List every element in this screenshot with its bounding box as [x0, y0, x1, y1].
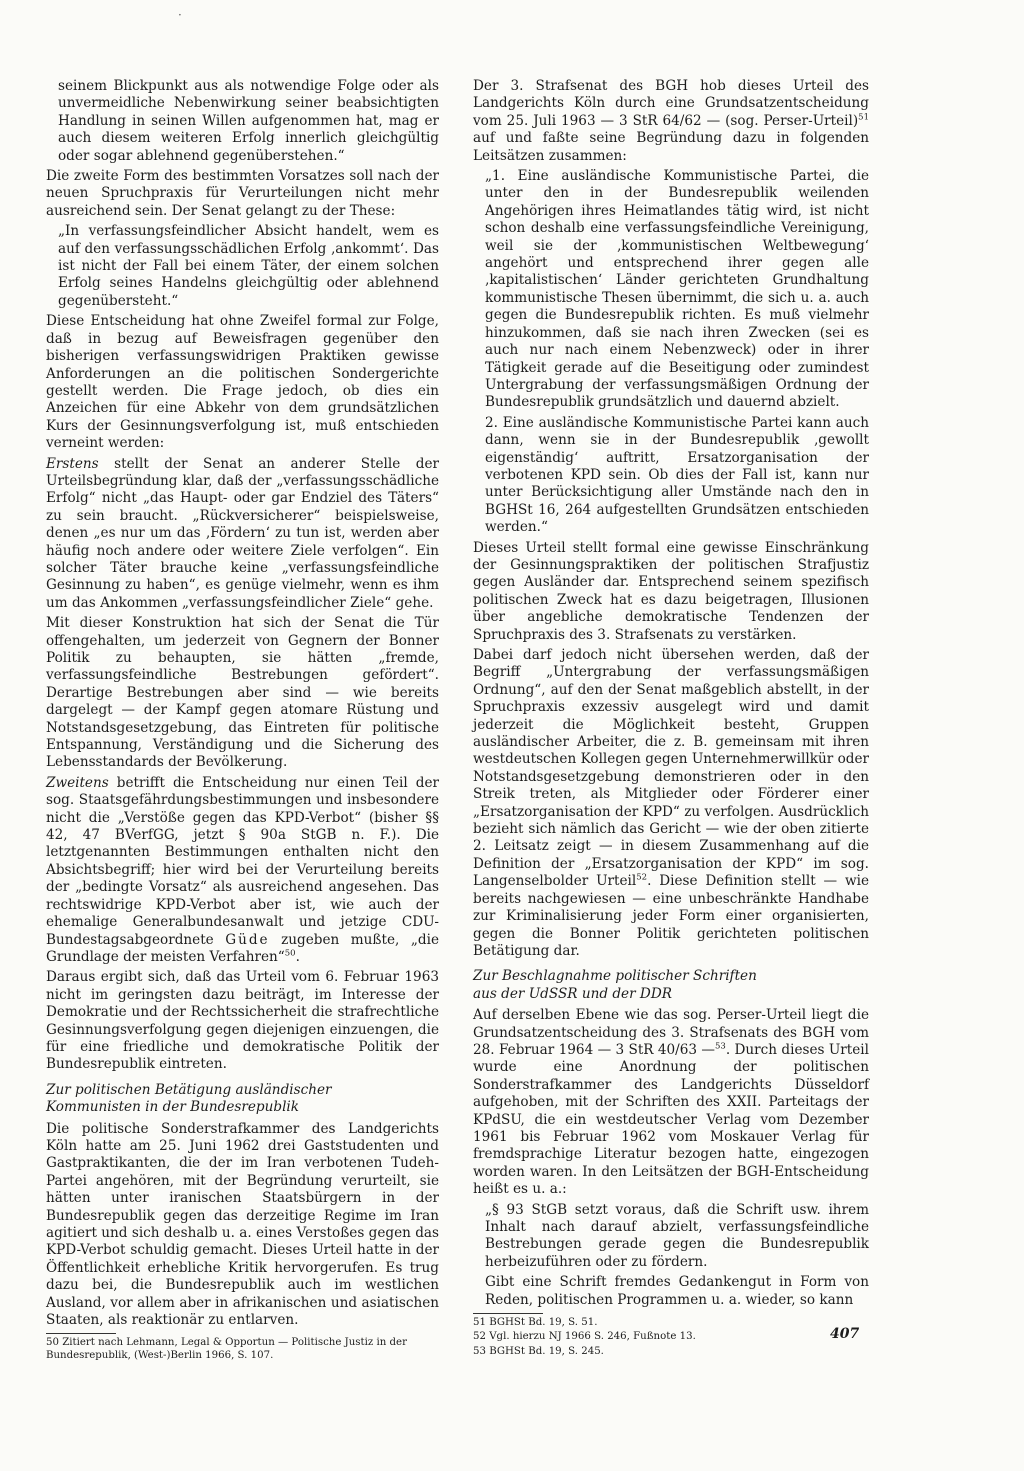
footnote-ref: 52 [636, 872, 648, 883]
paragraph: Die politische Sonderstrafkammer des Landgerichts Köln hatte am 25. Juni 1962 drei Gaststudenten und Gastpraktikanten, die der im Iran verbotenen Tudeh-Partei angehören, mit der Begründung verurteilt, sie hätten unter iranischen Staatsbürgern in der Bundesrepublik gegen das derzeitige Regime im Iran agitiert und sich deshalb u. a. eines Verstoßes gegen das KPD-Verbot schuldig gemacht. Dieses Urteil hatte in der Öffentlichkeit erhebliche Kritik hervorgerufen. Es trug dazu bei, die Bundesrepublik auch im westlichen Ausland, vor allem aber in afrikanischen und asiatischen Staaten, als reaktionär zu entlarven. [46, 1120, 439, 1329]
footnote-ref: 51 [858, 112, 869, 123]
footnote: 52 Vgl. hierzu NJ 1966 S. 246, Fußnote 13. [473, 1331, 696, 1343]
paragraph: Auf derselben Ebene wie das sog. Perser-Urteil liegt die Grundsatzentscheidung des 3. Strafsenats des BGH vom 28. Februar 1964 — 3 StR 40/63 —$^{53}$. Durch dieses Urteil wurde eine Anordnung der politischen Sonderstrafkammer des Landgerichts Düsseldorf aufgehoben, mit der Schriften des XXII. Parteitags der KPdSU, die ein westdeutscher Verlag vom Dezember 1961 bis Februar 1962 vom Moskauer Verlag für fremdsprachige Literatur bezogen hatte, eingezogen worden waren. In den Leitsätzen der BGH-Entscheidung heißt es u. a.: [473, 1007, 869, 1198]
quote-continuation: seinem Blickpunkt aus als notwendige Folge oder als unvermeidliche Nebenwirkung seiner beabsichtigten Handlung in seinen Willen aufgenommen hat, mag er auch diesem weiteren Erfolg innerlich gleichgültig oder sogar ablehnend gegenüberstehen.“ [58, 78, 439, 164]
paragraph: Der 3. Strafsenat des BGH hob dieses Urteil des Landgerichts Köln durch eine Grundsatzentscheidung vom 25. Juli 1963 — 3 StR 64/62 — (sog. Perser-Urteil)$^{51}$ auf und faßte seine Begründung dazu in folgenden Leitsätzen zusammen: [473, 78, 869, 164]
paragraph: Erstens stellt der Senat an anderer Stelle der Urteilsbegründung klar, daß der „verfassungsschädliche Erfolg“ nicht „das Haupt- oder gar Endziel des Täters“ zu sein braucht. „Rückversicherer“ beispielsweise, denen „es nur um das ‚Fördern‘ zu tun ist, werden aber häufig noch andere oder weitere Ziele verfolgen“. Ein solcher Täter brauche keine „verfassungsfeindliche Gesinnung zu haben“, es genüge vielmehr, wenn es ihm um das Ankommen „verfassungsfeindlicher Ziele“ gehe. [46, 455, 439, 611]
footnote-ref: 50 [284, 948, 296, 959]
paragraph: Diese Entscheidung hat ohne Zweifel formal zur Folge, daß in bezug auf Beweisfragen gegenüber den bisherigen verfassungswidrigen Praktiken gewisse Anforderungen an die politischen Sondergerichte gestellt werden. Die Frage jedoch, ob dies ein Anzeichen für eine Abkehr von dem grundsätzlichen Kurs der Gesinnungsverfolgung ist, muß entschieden verneint werden: [46, 313, 439, 452]
left-column [46, 78, 439, 1364]
footnote: 51 BGHSt Bd. 19, S. 51. [473, 1317, 598, 1329]
paragraph: Zweitens betrifft die Entscheidung nur einen Teil der sog. Staatsgefährdungsbestimmungen und insbesondere nicht die „Verstöße gegen das KPD-Verbot“ (bisher §§ 42, 47 BVerfGG, jetzt § 90a StGB n. F.). Die letztgenannten Bestimmungen enthalten nicht den Absichtsbegriff; hier wird bei der Verurteilung bereits der „bedingte Vorsatz“ als ausreichend angesehen. Das rechtswidrige KPD-Verbot aber ist, wie auch der ehemalige Generalbundesanwalt und jetzige CDU-Bundestagsabgeordnete Güde zugeben mußte, „die Grundlage der meisten Verfahren“$^{50}$. [46, 774, 439, 965]
section-heading: Zur Beschlagnahme politischer Schriften aus der UdSSR und der DDR [473, 968, 757, 1002]
quote-block: Gibt eine Schrift fremdes Gedankengut in Form von Reden, politischen Programmen u. a. wieder, so kann [485, 1274, 869, 1308]
section-heading: Zur politischen Betätigung ausländischer Kommunisten in der Bundesrepublik [46, 1081, 332, 1116]
right-column [473, 78, 869, 1360]
paragraph: Die zweite Form des bestimmten Vorsatzes soll nach der neuen Spruchpraxis für Verurteilungen nicht mehr ausreichend sein. Der Senat gelangt zu der These: [46, 168, 439, 219]
quote-block: „In verfassungsfeindlicher Absicht handelt, wem es auf den verfassungsschädlichen Erfolg ‚ankommt‘. Das ist nicht der Fall bei einem Täter, der einem solchen Erfolg seines Handelns gleichgültig oder ablehnend gegenübersteht.“ [58, 223, 439, 309]
emphasis: Erstens [46, 455, 99, 472]
paragraph: Dieses Urteil stellt formal eine gewisse Einschränkung der Gesinnungspraktiken der politischen Strafjustiz gegen Ausländer dar. Entsprechend seinem spezifisch politischen Zweck hat es dazu beigetragen, Illusionen über angebliche demokratische Tendenzen der Spruchpraxis des 3. Strafsenats zu verstärken. [473, 539, 869, 643]
scan-mark: · [178, 8, 182, 22]
page-number: 407 [830, 1326, 860, 1342]
emphasis: Zweitens [46, 774, 109, 791]
spaced-name: Güde [225, 931, 270, 948]
quote-block: „1. Eine ausländische Kommunistische Partei, die unter den in der Bundesrepublik weilenden Angehörigen ihres Heimatlandes tätig wird, ist nicht schon deshalb eine verfassungsfeindliche Vereinigung, weil sie der ‚kommunistischen Weltbewegung‘ angehört und entsprechend ihrer gegen alle ‚kapitalistischen‘ Länder gerichteten Grundhaltung kommunistische Thesen übernimmt, die sich u. a. auch gegen die Bundesrepublik richten. Es muß vielmehr hinzukommen, daß sie nach ihren Zwecken (sei es auch nur nach einem Nebenzweck) oder in ihrer Tätigkeit gerade auf die Beseitigung oder zumindest Untergrabung der verfassungsmäßigen Ordnung der Bundesrepublik grundsätzlich und dauernd abzielt. [485, 168, 869, 411]
footnote-rule [473, 1313, 543, 1314]
footnote: 50 Zitiert nach Lehmann, Legal & Opportun — Politische Justiz in der Bundesrepublik, (West-)Berlin 1966, S. 107. [46, 1337, 407, 1361]
footnote-ref: 53 [715, 1041, 726, 1052]
footnote-rule [46, 1333, 116, 1334]
paragraph: Mit dieser Konstruktion hat sich der Senat die Tür offengehalten, um jederzeit von Gegnern der Bonner Politik zu behaupten, sie hätten „fremde, verfassungsfeindliche Bestrebungen gefördert“. Derartige Bestrebungen aber sind — wie bereits dargelegt — der Kampf gegen atomare Rüstung und Notstandsgesetzgebung, das Eintreten für politische Entspannung, Verständigung und die Sicherung des Lebensstandards der Bevölkerung. [46, 615, 439, 771]
footnote: 53 BGHSt Bd. 19, S. 245. [473, 1345, 604, 1357]
quote-block: 2. Eine ausländische Kommunistische Partei kann auch dann, wenn sie in der Bundesrepublik ‚gewollt eigenständig‘ auftritt, Ersatzorganisation der verbotenen KPD sein. Ob dies der Fall ist, kann nur unter Berücksichtigung aller Umstände nach den in BGHSt 16, 264 aufgestellten Grundsätzen entschieden werden.“ [485, 414, 869, 536]
quote-block: „§ 93 StGB setzt voraus, daß die Schrift usw. ihrem Inhalt nach darauf abzielt, verfassungsfeindliche Bestrebungen gerade gegen die Bundesrepublik herbeizuführen oder zu fördern. [485, 1201, 869, 1270]
paragraph: Dabei darf jedoch nicht übersehen werden, daß der Begriff „Untergrabung der verfassungsmäßigen Ordnung“, auf den der Senat maßgeblich abstellt, in der Spruchpraxis exzessiv ausgelegt wird und damit jederzeit die Möglichkeit besteht, Gruppen ausländischer Arbeiter, die z. B. gemeinsam mit ihren westdeutschen Kollegen gegen Unternehmerwillkür oder Notstandsgesetzgebung demonstrieren oder in den Streik treten, als Mitglieder oder Förderer einer „Ersatzorganisation der KPD“ zu verfolgen. Ausdrücklich bezieht sich nämlich das Gericht — wie der oben zitierte 2. Leitsatz zeigt — in diesem Zusammenhang auf die Definition der „Ersatzorganisation der KPD“ im sog. Langenselbolder Urteil$^{52}$. Diese Definition stellt — wie bereits nachgewiesen — eine unbeschränkte Handhabe zur Kriminalisierung jeder Form einer organisierten, gegen die Bonner Politik gerichteten politischen Betätigung dar. [473, 647, 869, 959]
paragraph: Daraus ergibt sich, daß das Urteil vom 6. Februar 1963 nicht im geringsten dazu beiträgt, im Interesse der Demokratie und der Rechtssicherheit die strafrechtliche Gesinnungsverfolgung gegen diejenigen einzuengen, die für eine friedliche und demokratische Politik der Bundesrepublik eintreten. [46, 969, 439, 1073]
